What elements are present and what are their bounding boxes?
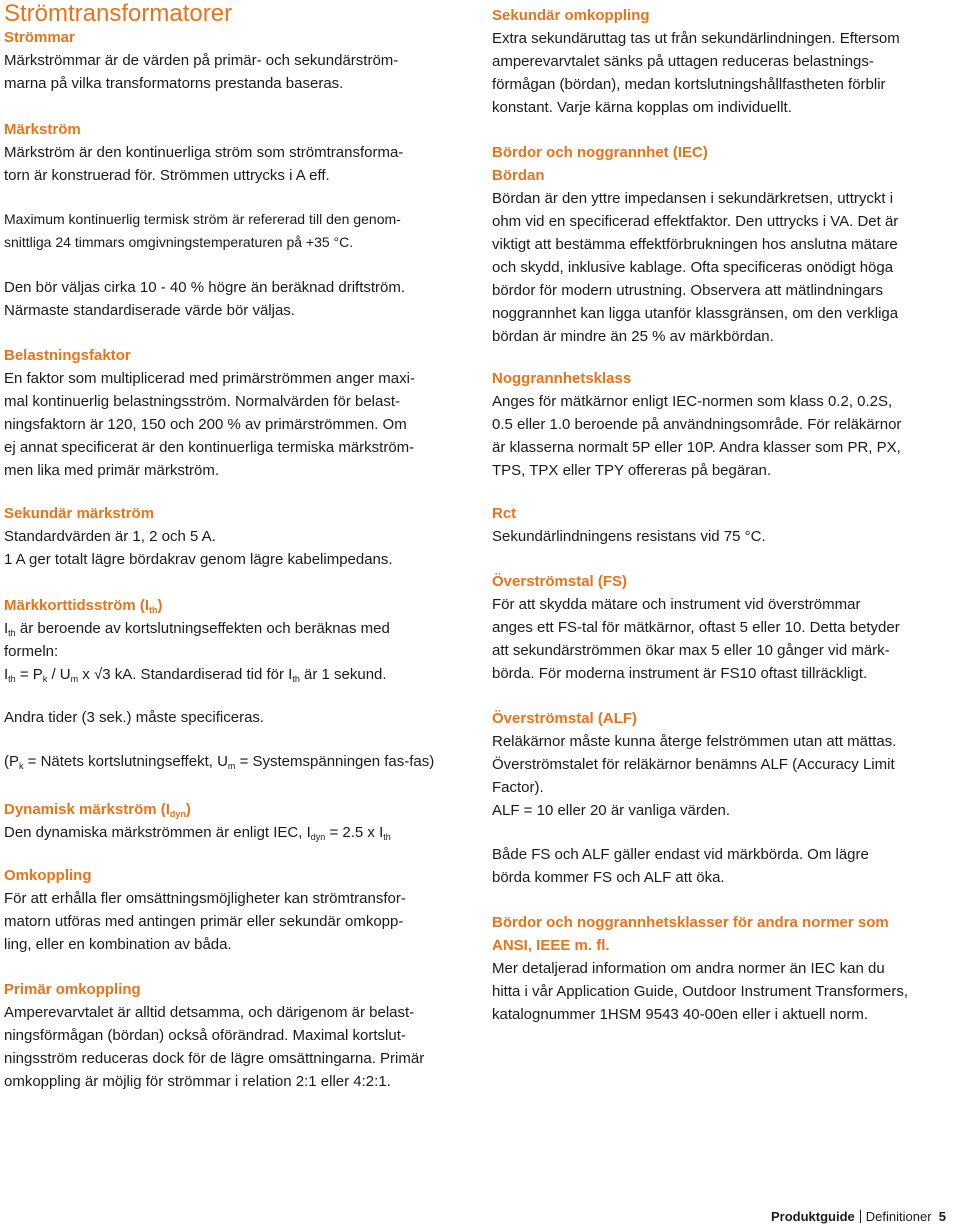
section-primar-omkoppling [4,978,474,1093]
section-stromar [4,26,474,95]
text-line: börda. För moderna instrument är FS10 oftast tillräckligt. [492,665,868,682]
text-line: Andra tider (3 sek.) måste specificeras. [4,709,265,726]
text-line: ningsförmågan (bördan) också oförändrad. Maximal kortslut- [4,1027,406,1044]
text-line: ningsström reduceras dock för de lägre omsättningarna. Primär [4,1050,425,1067]
text-line: TPS, TPX eller TPY offereras på begäran. [492,462,772,479]
text-line: Överströmstalet för reläkärnor benämns ALF (Accuracy Limit [492,756,895,773]
text-line: bördan är mindre än 25 % av märkbördan. [492,328,774,345]
heading-markkorttidsstrom: Märkkorttidsström $(I_{th})$ [4,597,163,615]
text-line: Factor). [492,779,544,796]
section-belastningsfaktor [4,344,474,482]
text-line: ej annat specificerat är den kontinuerliga termiska märkström- [4,439,415,456]
text-line: snittliga 24 timmars omgivningstemperaturen på +35 °C. [4,234,354,250]
formula-line: $I_{th} = P_k / U_m$ x √3 kA. Standardiserad tid för $I_{th}$ är 1 sekund. [4,666,387,684]
section-andra-normer [492,911,954,1026]
text-line: Standardvärden är 1, 2 och 5 A. [4,528,216,545]
footer-separator [860,1210,861,1223]
heading-markstrom: Märkström [4,121,81,138]
text-line: Bördan är den yttre impedansen i sekundärkretsen, uttryckt i [492,190,894,207]
text-line: formeln: [4,643,59,660]
text-line: ALF = 10 eller 20 är vanliga värden. [492,802,731,819]
footer-page-number: 5 [938,1209,946,1224]
heading-sekundar-omkoppling: Sekundär omkoppling [492,7,650,24]
text-line: katalognummer 1HSM 9543 40-00en eller i aktuell norm. [492,1006,869,1023]
heading-overstromstal-alf: Överströmstal (ALF) [492,710,638,727]
heading-omkoppling: Omkoppling [4,867,92,884]
text-line: Den bör väljas cirka 10 - 40 % högre än beräknad driftström. [4,279,406,296]
text-line: mal kontinuerlig belastningsström. Normalvärden för belast- [4,393,401,410]
text-line: Sekundärlindningens resistans vid 75 °C. [492,528,766,545]
section-sekundar-omkoppling [492,4,954,119]
section-markstrom [4,118,474,187]
section-dynamisk [4,798,474,844]
text-line: Närmaste standardiserade värde bör väljas. [4,302,295,319]
paragraph-andra-tider [4,706,474,729]
text-line: noggrannhet kan ligga utanför klassgränsen, om den verkliga [492,305,899,322]
section-overstromstal-alf [492,707,954,822]
page-title: Strömtransformatorer [4,0,233,27]
subheading-bordan: Bördan [492,167,545,184]
section-omkoppling [4,864,474,956]
heading-andra-normer: Bördor och noggrannhetsklasser för andra normer som [492,914,889,931]
text-line: Reläkärnor måste kunna återge felströmmen utan att mättas. [492,733,897,750]
text-line: ($P_k$ = Nätets kortslutningseffekt, $U_m$ = Systemspänningen fas-fas) [4,753,435,771]
text-line: är klasserna normalt 5P eller 10P. Andra klasser som PR, PX, [492,439,901,456]
text-line: Extra sekundäruttag tas ut från sekundärlindningen. Eftersom [492,30,900,47]
text-line: Både FS och ALF gäller endast vid märkbörda. Om lägre [492,846,869,863]
page-footer [771,1208,946,1226]
text-line: Anges för mätkärnor enligt IEC-normen som klass 0.2, 0.2S, [492,393,893,410]
text-line: börda kommer FS och ALF att öka. [492,869,725,886]
footer-product: Produktguide [770,1209,855,1224]
text-line: Märkströmmar är de värden på primär- och sekundärström- [4,52,399,69]
text-line: Amperevarvtalet är alltid detsamma, och därigenom är belast- [4,1004,415,1021]
text-line: och skydd, inklusive kablage. Ofta specificeras onödigt höga [492,259,894,276]
section-overstromstal-fs [492,570,954,685]
text-line: hitta i vår Application Guide, Outdoor Instrument Transformers, [492,983,909,1000]
text-line: ohm vid en specificerad effektfaktor. Den uttrycks i VA. Det är [492,213,899,230]
text-line: förmågan (bördan), medan kortslutningshållfastheten förblir [492,76,886,93]
paragraph-pk [4,750,474,773]
text-line: amperevarvtalet sänks på uttagen reduceras belastnings- [492,53,874,70]
heading-bordor-noggrannhet: Bördor och noggrannhet (IEC) [492,144,708,161]
text-line: Den dynamiska märkströmmen är enligt IEC, $I_{dyn} = 2.5$ x $I_{th}$ [4,824,391,842]
text-line: omkoppling är möjlig för strömmar i relation 2:1 eller 4:2:1. [4,1073,391,1090]
text-line: ningsfaktorn är 120, 150 och 200 % av primärströmmen. Om [4,416,407,433]
text-line: Märkström är den kontinuerliga ström som strömtransforma- [4,144,404,161]
text-line: 1 A ger totalt lägre bördakrav genom lägre kabelimpedans. [4,551,393,568]
heading-dynamisk: Dynamisk märkström $(I_{dyn})$ [4,801,191,819]
text-line: En faktor som multiplicerad med primärströmmen anger maxi- [4,370,415,387]
footer-section: Definitioner [865,1209,932,1224]
heading-primar-omkoppling: Primär omkoppling [4,981,141,998]
text-line: att sekundärströmmen ökar max 5 eller 10 gånger vid märk- [492,642,890,659]
heading-andra-normer-cont: ANSI, IEEE m. fl. [492,937,610,954]
heading-sekundar-markstrom: Sekundär märkström [4,505,155,522]
text-line: konstant. Varje kärna kopplas om individuellt. [492,99,792,116]
heading-overstromstal-fs: Överströmstal (FS) [492,573,628,590]
text-line: ling, eller en kombination av båda. [4,936,232,953]
section-noggrannhetsklass [492,367,954,482]
section-markkorttidsstrom [4,594,474,686]
text-line: men lika med primär märkström. [4,462,220,479]
section-rct [492,502,954,548]
text-line: marna på vilka transformatorns prestanda baseras. [4,75,344,92]
heading-rct: Rct [492,505,517,522]
text-line: torn är konstruerad för. Strömmen uttrycks i A eff. [4,167,330,184]
text-line: För att skydda mätare och instrument vid överströmmar [492,596,861,613]
text-line: matorn utföras med antingen primär eller sekundär omkopp- [4,913,404,930]
paragraph-bade-fs-alf [492,843,954,889]
text-line: anges ett FS-tal för mätkärnor, oftast 5 eller 10. Detta betyder [492,619,900,636]
text-line: Maximum kontinuerlig termisk ström är refererad till den genom- [4,211,401,227]
text-line: $I_{th}$ är beroende av kortslutningseffekten och beräknas med [4,620,390,638]
text-line: bördor för modern utrustning. Observera att mätlindningars [492,282,884,299]
text-line: viktigt att bestämma effektförbrukningen hos anslutna mätare [492,236,898,253]
heading-belastningsfaktor: Belastningsfaktor [4,347,131,364]
section-sekundar-markstrom [4,502,474,571]
section-bordor-noggrannhet [492,141,954,348]
text-line: Mer detaljerad information om andra normer än IEC kan du [492,960,885,977]
paragraph-maximum [4,208,474,254]
paragraph-valjas [4,276,474,322]
heading-noggrannhetsklass: Noggrannhetsklass [492,370,632,387]
text-line: 0.5 eller 1.0 beroende på användningsområde. För reläkärnor [492,416,902,433]
text-line: För att erhålla fler omsättningsmöjligheter kan strömtransfor- [4,890,406,907]
heading-stromar: Strömmar [4,29,75,46]
